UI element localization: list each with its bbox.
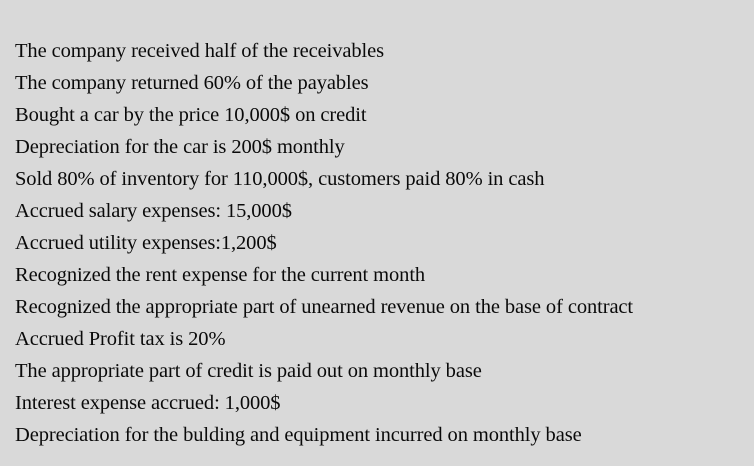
transaction-line-salary: Accrued salary expenses: 15,000$ — [15, 200, 292, 222]
transaction-line-car-purchase: Bought a car by the price 10,000$ on credit — [15, 104, 367, 126]
transaction-line-interest: Interest expense accrued: 1,000$ — [15, 392, 281, 414]
transactions-list — [15, 35, 749, 451]
transaction-line-receivables: The company received half of the receivables — [15, 40, 384, 62]
transaction-line-credit-payment: The appropriate part of credit is paid out on monthly base — [15, 360, 482, 382]
transaction-line-payables: The company returned 60% of the payables — [15, 72, 369, 94]
transaction-line-profit-tax: Accrued Profit tax is 20% — [15, 328, 226, 350]
transaction-line-building-depreciation: Depreciation for the bulding and equipment incurred on monthly base — [15, 424, 582, 446]
transaction-line-utility: Accrued utility expenses:1,200$ — [15, 232, 277, 254]
transaction-line-unearned-revenue: Recognized the appropriate part of unearned revenue on the base of contract — [15, 296, 634, 318]
transaction-line-car-depreciation: Depreciation for the car is 200$ monthly — [15, 136, 345, 158]
transaction-line-rent: Recognized the rent expense for the current month — [15, 264, 426, 286]
transaction-line-inventory-sale: Sold 80% of inventory for 110,000$, customers paid 80% in cash — [15, 168, 545, 190]
